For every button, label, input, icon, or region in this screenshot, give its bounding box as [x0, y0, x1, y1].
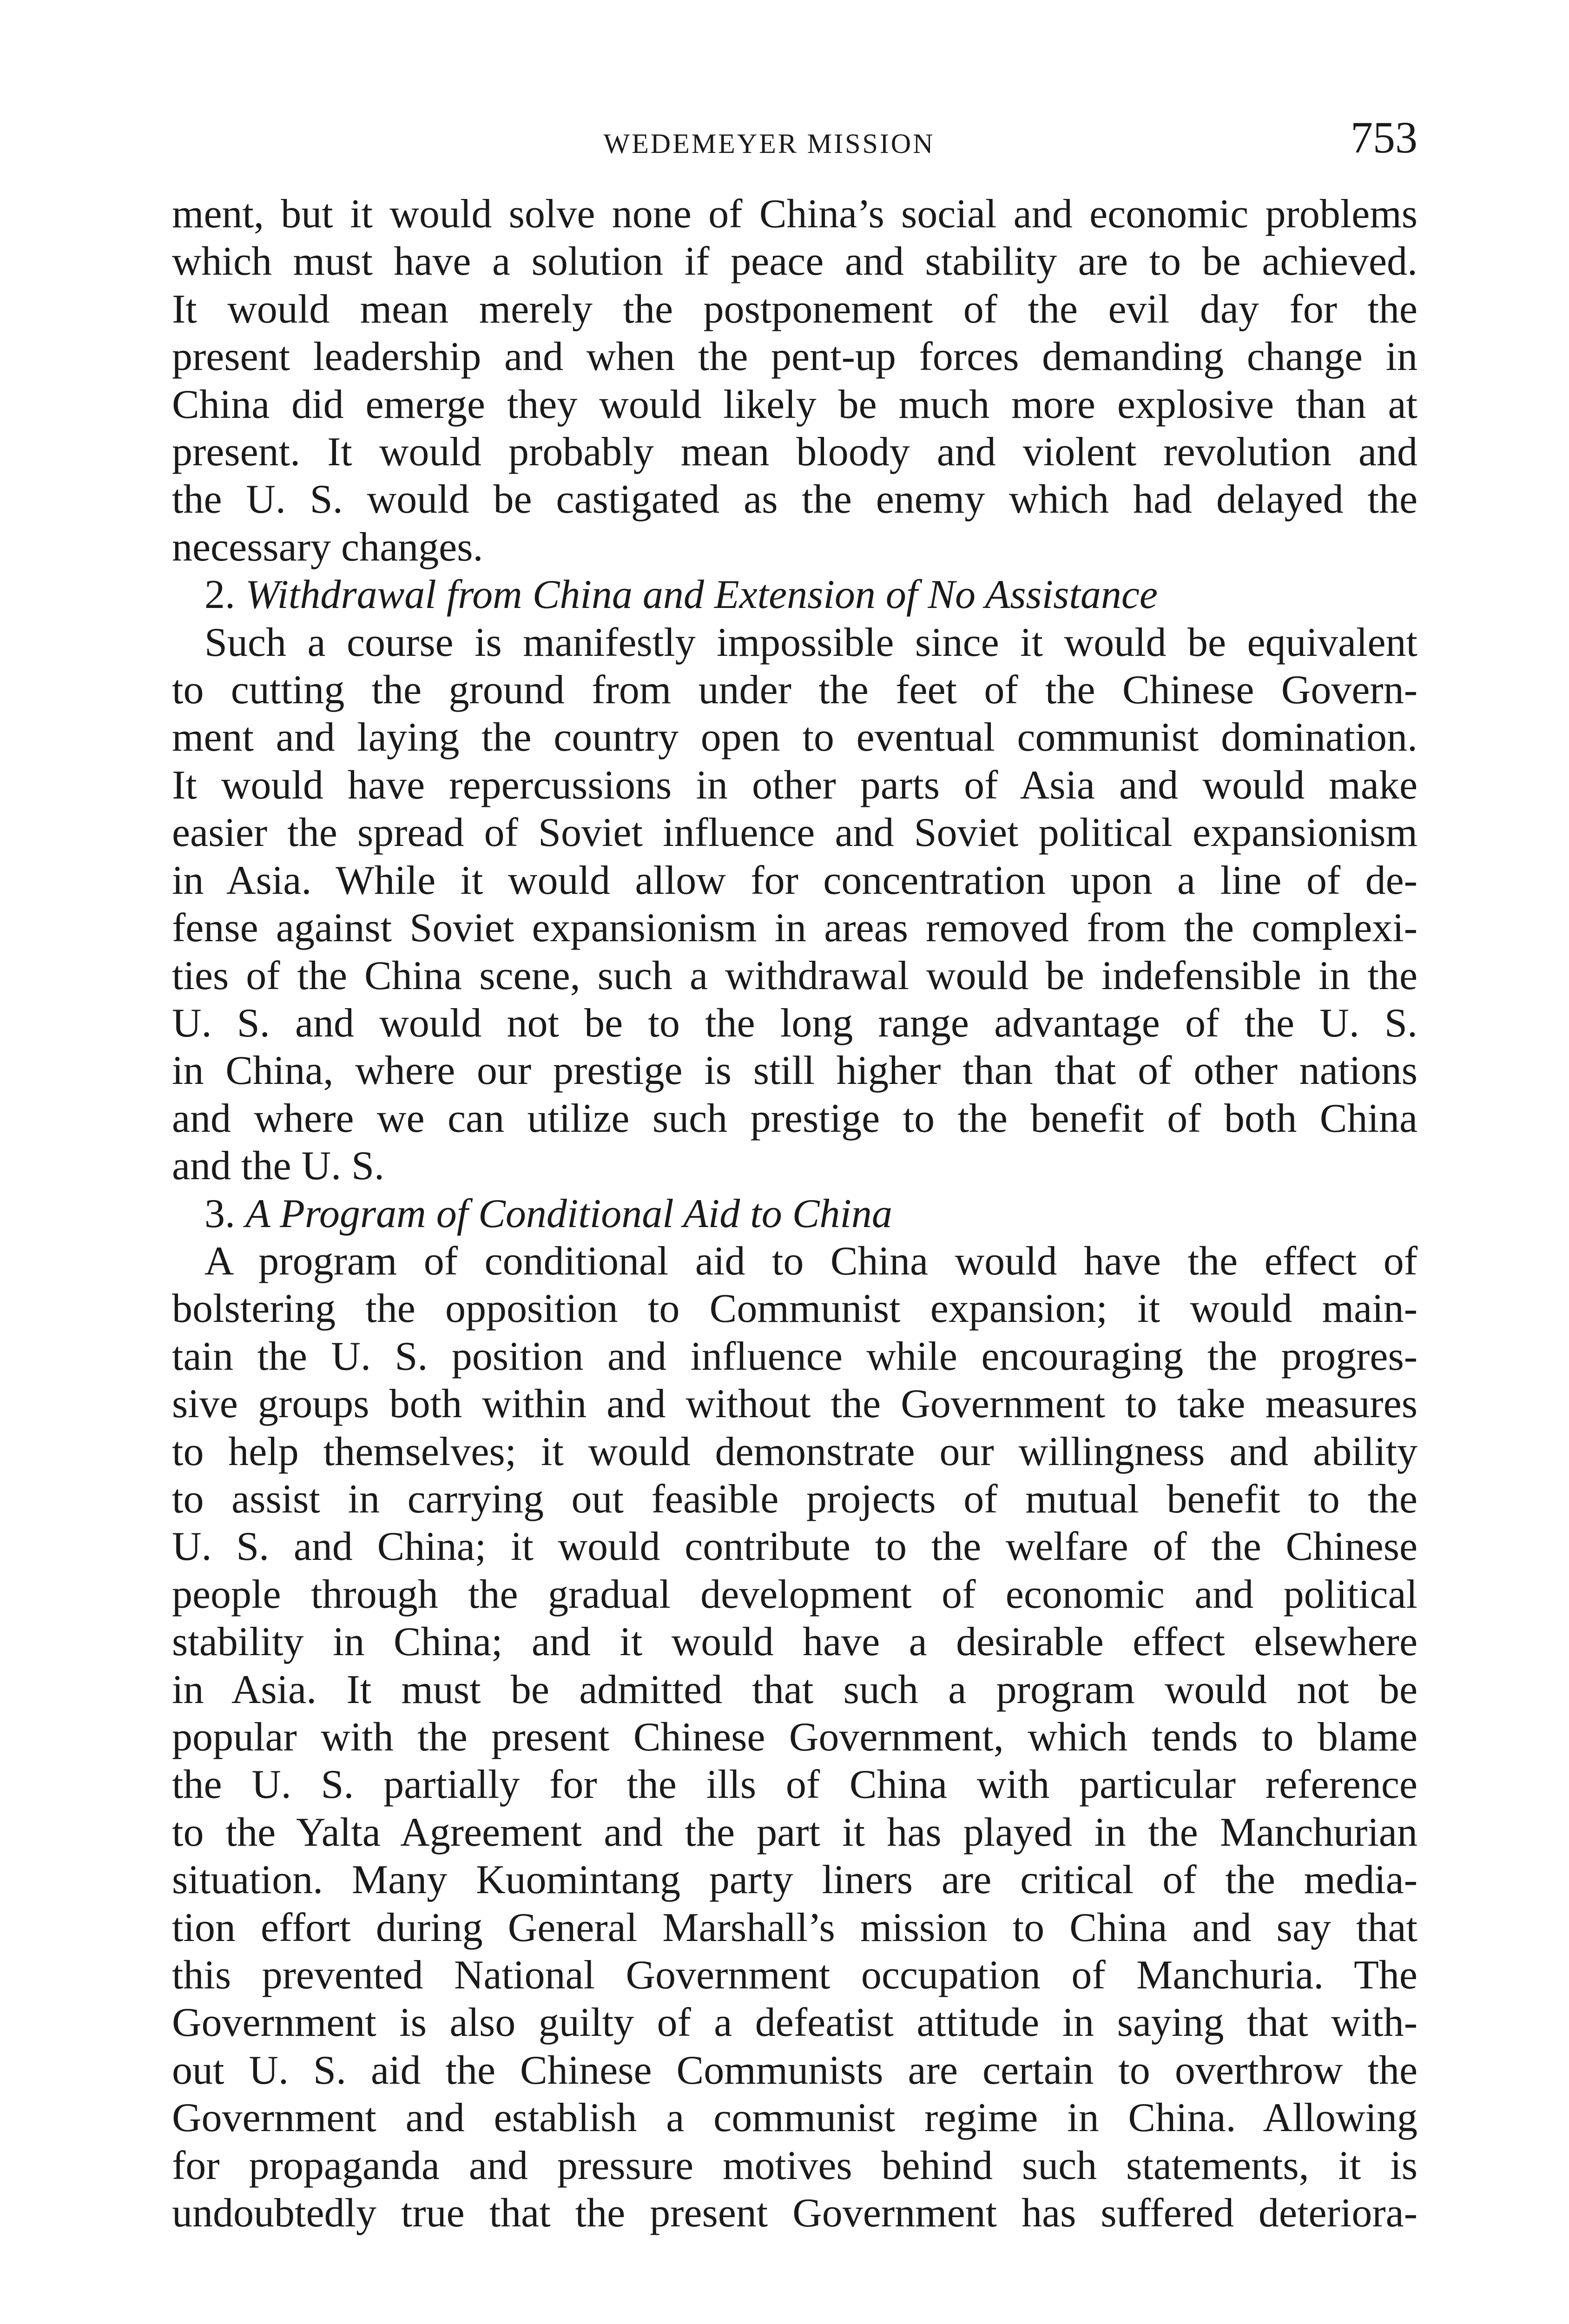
text-line: in Asia. While it would allow for concentration upon a line of de- — [172, 858, 1417, 903]
text-line: tion effort during General Marshall’s mission to China and say that — [172, 1905, 1417, 1950]
text-line: which must have a solution if peace and stability are to be achieved. — [172, 239, 1417, 284]
text-line: stability in China; and it would have a desirable effect elsewhere — [172, 1619, 1417, 1665]
section-number: 3. — [204, 1191, 235, 1236]
text-line: this prevented National Government occupation of Manchuria. The — [172, 1953, 1417, 1998]
text-line: people through the gradual development of economic and political — [172, 1571, 1417, 1617]
text-line: the U. S. partially for the ills of China with particular reference — [172, 1762, 1417, 1808]
text-line: to assist in carrying out feasible projects of mutual benefit to the — [172, 1476, 1417, 1522]
text-line: U. S. and would not be to the long range advantage of the U. S. — [172, 1000, 1417, 1046]
text-line: fense against Soviet expansionism in areas removed from the complexi- — [172, 905, 1417, 951]
text-line: bolstering the opposition to Communist expansion; it would main- — [172, 1286, 1417, 1332]
text-line: It would mean merely the postponement of the evil day for the — [172, 286, 1417, 332]
text-line: necessary changes. — [172, 524, 483, 570]
text-line: to the Yalta Agreement and the part it has played in the Manchurian — [172, 1809, 1417, 1855]
section-number: 2. — [204, 572, 235, 618]
text-line: in Asia. It must be admitted that such a program would not be — [172, 1667, 1417, 1712]
text-line: present leadership and when the pent-up forces demanding change in — [172, 334, 1417, 380]
section-heading — [172, 571, 1417, 619]
text-line: easier the spread of Soviet influence and Soviet political expansionism — [172, 810, 1417, 856]
text-line: ment, but it would solve none of China’s social and economic problems — [172, 191, 1417, 237]
text-line: out U. S. aid the Chinese Communists are certain to overthrow the — [172, 2047, 1417, 2093]
text-line: to help themselves; it would demonstrate our willingness and ability — [172, 1429, 1417, 1474]
text-line: tain the U. S. position and influence while encouraging the progres- — [172, 1334, 1417, 1379]
document-page — [172, 0, 1417, 2237]
text-line: and the U. S. — [172, 1143, 385, 1189]
text-line: ment and laying the country open to eventual communist domination. — [172, 715, 1417, 760]
text-line: situation. Many Kuomintang party liners are critical of the media- — [172, 1857, 1417, 1903]
section-heading — [172, 1190, 1417, 1238]
text-line: ties of the China scene, such a withdrawal would be indefensible in the — [172, 953, 1417, 998]
text-line: China did emerge they would likely be much more explosive than at — [172, 382, 1417, 427]
section-title: A Program of Conditional Aid to China — [245, 1191, 892, 1236]
text-line: sive groups both within and without the Government to take measures — [172, 1381, 1417, 1427]
text-line: Government and establish a communist regime in China. Allowing — [172, 2095, 1417, 2141]
text-line: for propaganda and pressure motives behind such statements, it is — [172, 2143, 1417, 2188]
text-line: Such a course is manifestly impossible since it would be equivalent — [204, 620, 1417, 665]
body-text — [172, 191, 1417, 2237]
running-head: WEDEMEYER MISSION — [603, 128, 935, 159]
text-line: and where we can utilize such prestige to the benefit of both China — [172, 1096, 1417, 1141]
text-line: Government is also guilty of a defeatist attitude in saying that with- — [172, 2000, 1417, 2046]
text-line: the U. S. would be castigated as the enemy which had delayed the — [172, 477, 1417, 522]
page-number: 753 — [1351, 112, 1417, 162]
text-line: present. It would probably mean bloody and violent revolution and — [172, 429, 1417, 475]
text-line: A program of conditional aid to China would have the effect of — [204, 1238, 1417, 1284]
text-line: undoubtedly true that the present Government has suffered deteriora- — [172, 2191, 1417, 2236]
text-line: It would have repercussions in other parts of Asia and would make — [172, 762, 1417, 808]
text-line: in China, where our prestige is still higher than that of other nations — [172, 1048, 1417, 1094]
text-line: to cutting the ground from under the feet of the Chinese Govern- — [172, 667, 1417, 713]
page-header — [172, 112, 1417, 191]
text-line: popular with the present Chinese Government, which tends to blame — [172, 1715, 1417, 1760]
text-line: U. S. and China; it would contribute to the welfare of the Chinese — [172, 1524, 1417, 1570]
section-title: Withdrawal from China and Extension of No Assistance — [245, 572, 1158, 618]
